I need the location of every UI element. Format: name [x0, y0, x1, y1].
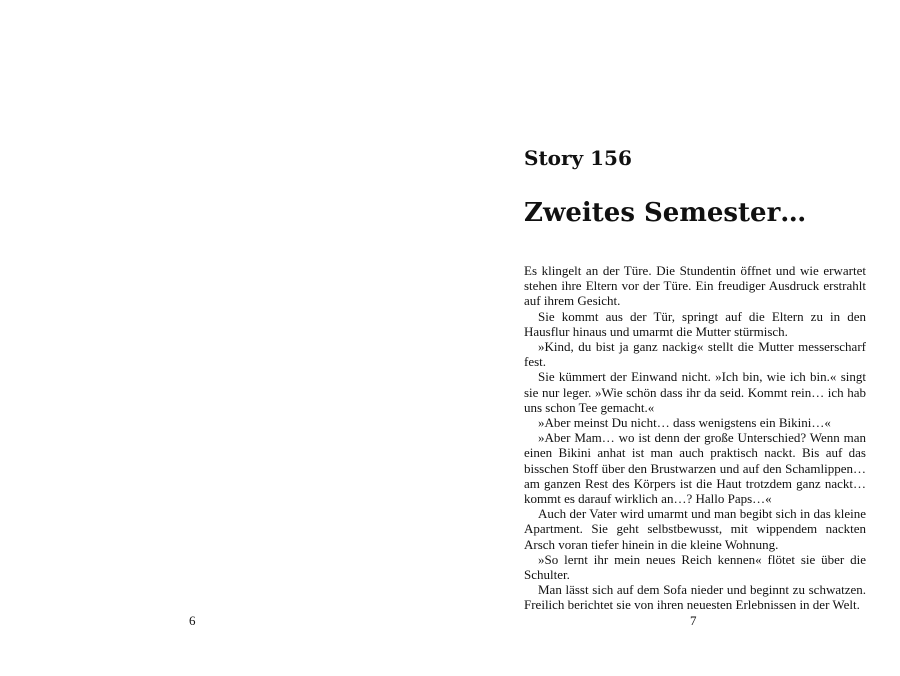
story-paragraph: »So lernt ihr mein neues Reich kennen« flötet sie über die Schulter. [524, 551, 866, 583]
story-body [524, 263, 866, 613]
story-paragraph: »Kind, du bist ja ganz nackig« stellt die Mutter messerscharf fest. [524, 339, 866, 370]
story-paragraph: »Aber meinst Du nicht… dass wenigstens ein Bikini…« [538, 415, 831, 431]
story-paragraph: Sie kommt aus der Tür, springt auf die Eltern zu in den Hausflur hinaus und umarmt die Mutter stürmisch. [524, 308, 866, 339]
story-paragraph: Auch der Vater wird umarmt und man begibt sich in das kleine Apartment. Sie geht selbstbewusst, mit wippendem nackten Arsch voran tiefer hinein in die kleine Wohnung. [524, 506, 866, 552]
story-title: Zweites Semester… [524, 198, 807, 228]
story-paragraph: Man lässt sich auf dem Sofa nieder und beginnt zu schwatzen. Freilich berichtet sie von ihren neuesten Erlebnissen in der Welt. [524, 582, 866, 613]
right-page [450, 0, 900, 676]
story-paragraph: Sie kümmert der Einwand nicht. »Ich bin, wie ich bin.« singt sie nur leger. »Wie schön dass ihr da seid. Kommt rein… ich hab uns schon Tee gemacht.« [524, 369, 866, 415]
story-paragraph: »Aber Mam… wo ist denn der große Unterschied? Wenn man einen Bikini anhat ist man auch praktisch nackt. Bis auf das bisschen Stoff über den Brustwarzen und auf den Schamlippen… am ganzen Rest des Körpers ist die Haut trotzdem ganz nackt… kommt es darauf wirklich an…? Hallo Paps…« [524, 430, 866, 507]
page-number-right: 7 [690, 613, 697, 628]
story-paragraph: Es klingelt an der Türe. Die Stundentin öffnet und wie erwartet stehen ihre Eltern vor der Türe. Ein freudiger Ausdruck erstrahlt auf ihrem Gesicht. [524, 263, 866, 309]
story-label: Story 156 [524, 146, 632, 170]
page-number-left: 6 [189, 613, 196, 628]
